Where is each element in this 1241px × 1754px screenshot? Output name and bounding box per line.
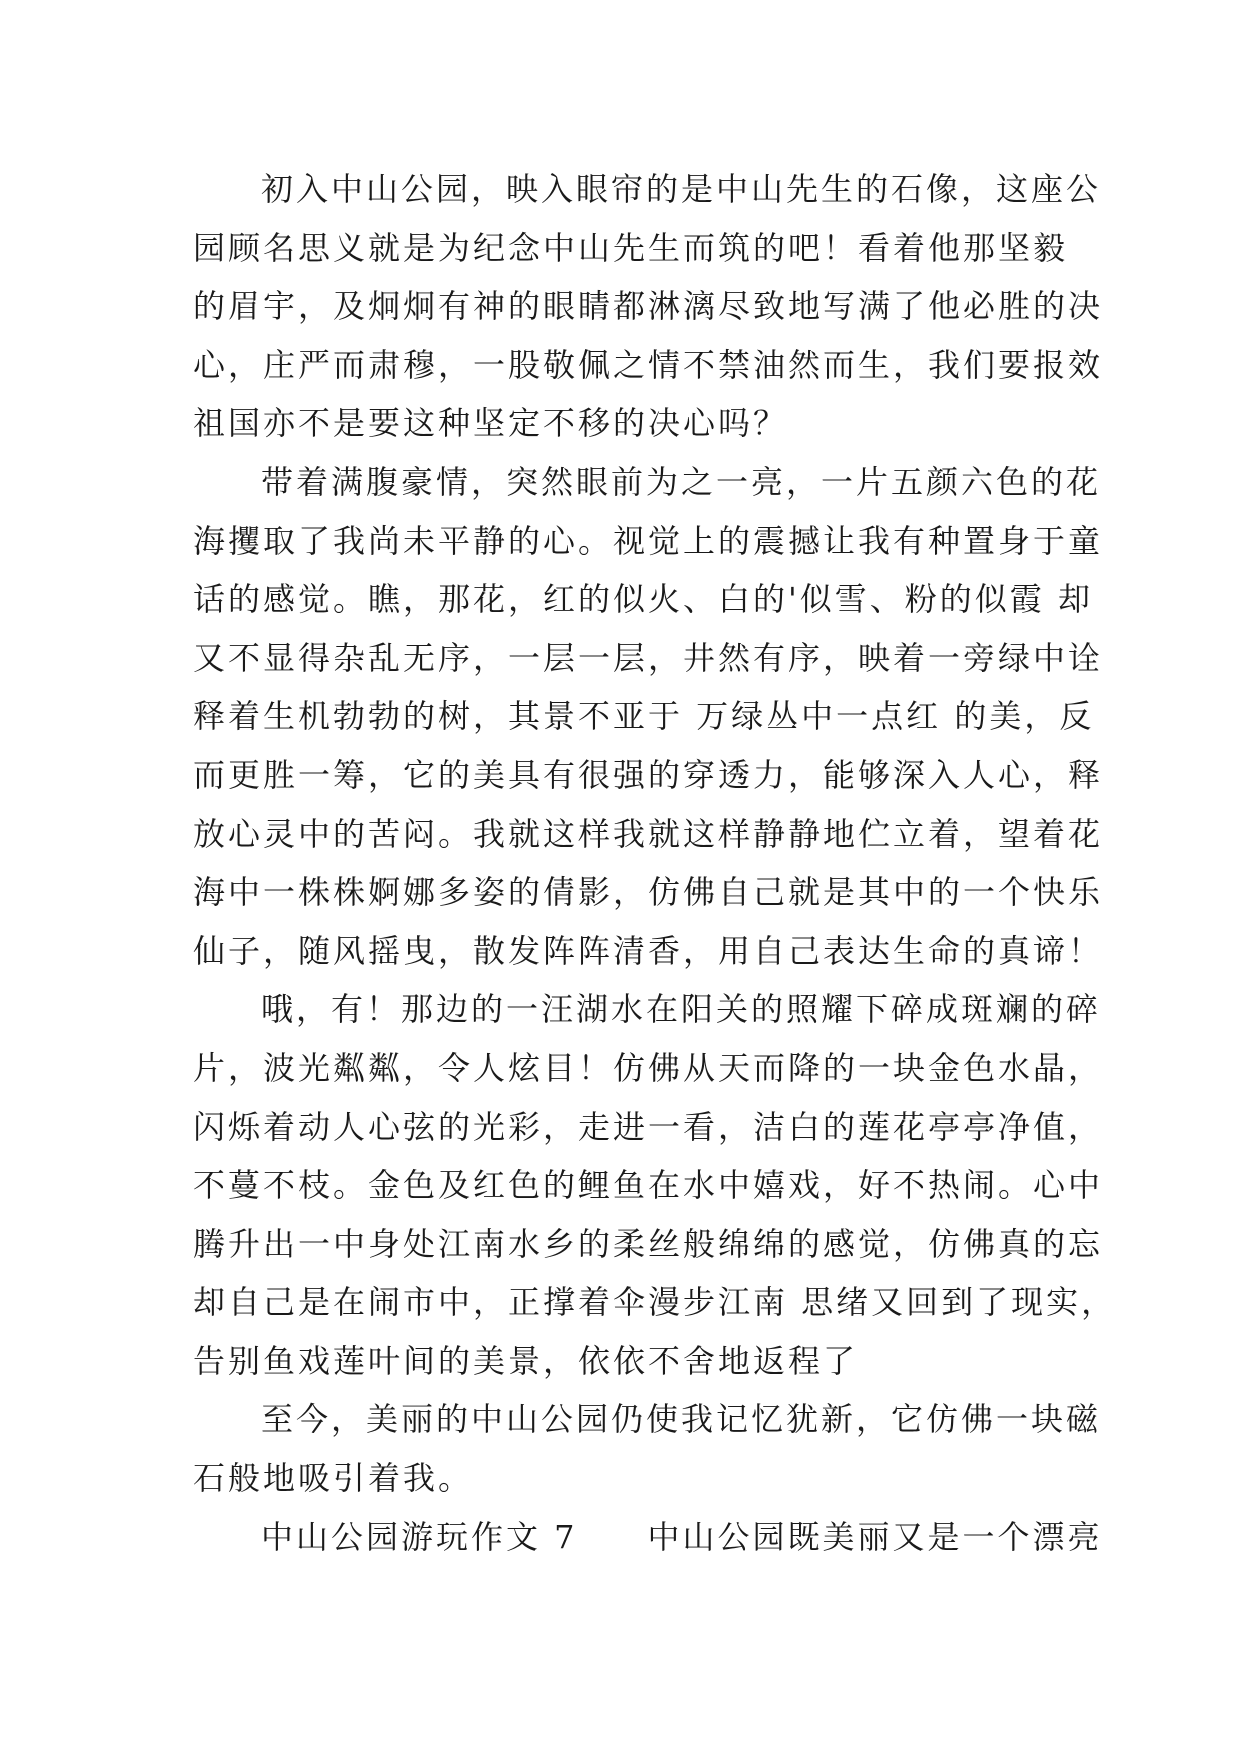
text-line: 仙子，随风摇曳，散发阵阵清香，用自己表达生命的真谛！ [193, 931, 1104, 970]
text-line: 释着生机勃勃的树，其景不亚于 万绿丛中一点红 的美，反 [193, 697, 1095, 736]
text-line: 带着满腹豪情，突然眼前为之一亮，一片五颜六色的花 [261, 462, 1102, 501]
text-line: 不蔓不枝。金色及红色的鲤鱼在水中嬉戏，好不热闹。心中 [193, 1166, 1104, 1205]
text-line: 心，庄严而肃穆，一股敬佩之情不禁油然而生，我们要报效 [193, 345, 1104, 384]
text-line: 石般地吸引着我。 [193, 1459, 474, 1498]
text-line: 园顾名思义就是为纪念中山先生而筑的吧！看着他那坚毅 [193, 228, 1069, 267]
essay-body [193, 160, 1117, 1566]
text-line: 海中一株株婀娜多姿的倩影，仿佛自己就是其中的一个快乐 [193, 873, 1104, 912]
text-line: 海攫取了我尚未平静的心。视觉上的震撼让我有种置身于童 [193, 521, 1104, 560]
text-line: 至今，美丽的中山公园仍使我记忆犹新，它仿佛一块磁 [261, 1400, 1102, 1439]
text-line: 告别鱼戏莲叶间的美景，依依不舍地返程了 [193, 1341, 859, 1380]
text-line: 中山公园游玩作文 7 中山公园既美丽又是一个漂亮 [261, 1517, 1103, 1556]
text-line: 哦，有！那边的一汪湖水在阳关的照耀下碎成斑斓的碎 [261, 990, 1102, 1029]
text-line: 放心灵中的苦闷。我就这样我就这样静静地伫立着，望着花 [193, 814, 1104, 853]
text-line: 初入中山公园，映入眼帘的是中山先生的石像，这座公 [261, 170, 1102, 208]
text-line: 又不显得杂乱无序，一层一层，井然有序，映着一旁绿中诠 [193, 638, 1104, 677]
text-line: 的眉宇，及炯炯有神的眼睛都淋漓尽致地写满了他必胜的决 [193, 287, 1104, 326]
text-line: 话的感觉。瞧，那花，红的似火、白的'似雪、粉的似霞 却 [193, 580, 1093, 619]
text-line: 而更胜一筹，它的美具有很强的穿透力，能够深入人心，释 [193, 755, 1104, 794]
text-line: 腾升出一中身处江南水乡的柔丝般绵绵的感觉，仿佛真的忘 [193, 1224, 1104, 1263]
text-line: 片，波光粼粼，令人炫目！仿佛从天而降的一块金色水晶， [193, 1048, 1104, 1087]
text-line: 闪烁着动人心弦的光彩，走进一看，洁白的莲花亭亭净值， [193, 1107, 1104, 1146]
text-line: 却自己是在闹市中，正撑着伞漫步江南 思绪又回到了现实， [193, 1283, 1117, 1322]
text-line: 祖国亦不是要这种坚定不移的决心吗？ [193, 404, 789, 443]
